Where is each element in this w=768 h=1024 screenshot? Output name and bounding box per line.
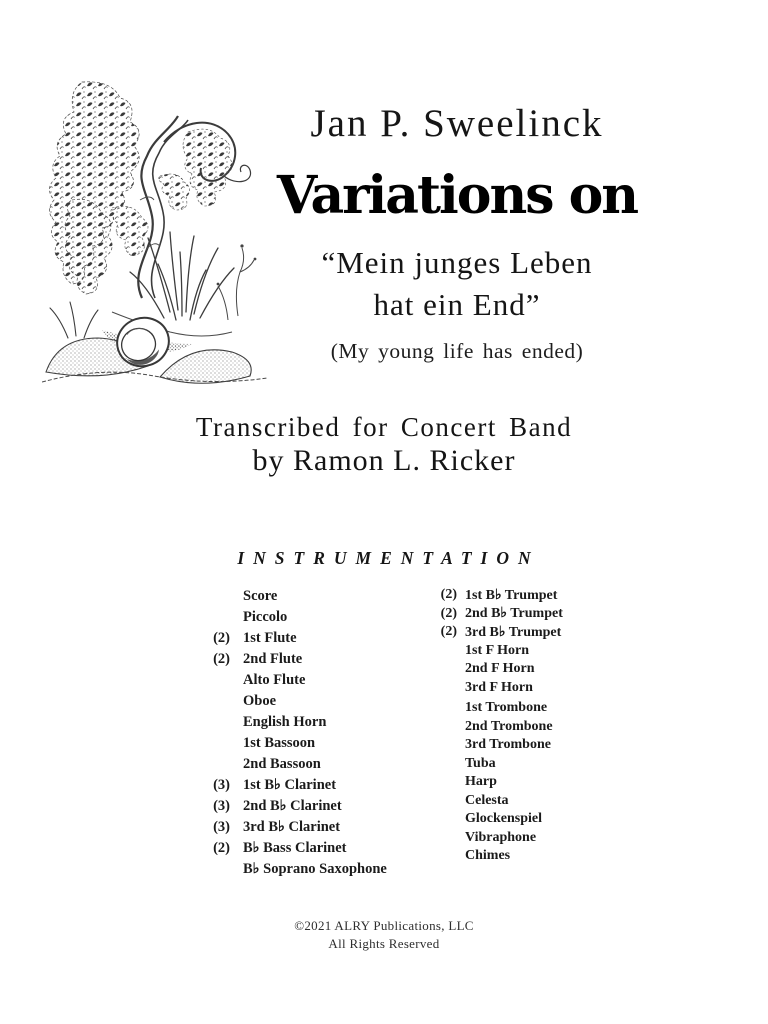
instrument-name: 1st Bassoon <box>243 735 316 751</box>
instrument-count: (2) <box>213 651 230 667</box>
instrument-count: (2) <box>440 587 457 603</box>
instrument-row <box>421 718 563 737</box>
instrumentation-left-column <box>198 586 387 880</box>
instrument-name: 1st Flute <box>243 630 297 646</box>
instrument-name: 2nd F Horn <box>465 661 535 677</box>
instrument-row <box>421 792 563 811</box>
instrument-row <box>421 773 563 792</box>
instrument-name: 3rd Trombone <box>465 737 551 753</box>
instrument-name: 1st Trombone <box>465 700 548 716</box>
instrumentation-heading: INSTRUMENTATION <box>237 548 540 568</box>
instrument-name: 1st B♭ Clarinet <box>243 777 337 793</box>
instrument-count: (3) <box>213 819 230 835</box>
page-title: Variations on <box>276 165 638 226</box>
header <box>150 0 764 400</box>
instrument-name: 3rd F Horn <box>465 679 533 695</box>
instrument-row <box>421 623 563 642</box>
rights-text: All Rights Reserved <box>328 936 440 951</box>
instrument-count: (2) <box>440 605 457 621</box>
instrument-row <box>198 817 387 838</box>
instrument-row <box>421 829 563 848</box>
subtitle-line2: hat ein End” <box>373 287 541 322</box>
instrument-row <box>421 755 563 774</box>
instrument-name: Harp <box>465 774 497 790</box>
subtitle-line1: “Mein junges Leben <box>321 245 593 280</box>
transcription-credit-line1: Transcribed for Concert Band <box>195 412 573 442</box>
instrument-row <box>421 810 563 829</box>
instrument-count: (2) <box>213 840 230 856</box>
instrument-row <box>198 775 387 796</box>
instrument-name: Piccolo <box>243 609 288 625</box>
instrument-row <box>421 660 563 679</box>
instrument-name: B♭ Soprano Saxophone <box>243 861 387 877</box>
instrument-row <box>421 586 563 605</box>
instrument-name: 2nd B♭ Trumpet <box>465 606 563 622</box>
instrument-name: English Horn <box>243 714 327 730</box>
instrument-row <box>421 847 563 866</box>
instrument-count: (3) <box>213 777 230 793</box>
instrument-count: (2) <box>440 624 457 640</box>
instrument-row <box>198 670 387 691</box>
instrument-name: Chimes <box>465 848 511 864</box>
instrument-name: B♭ Bass Clarinet <box>243 840 347 856</box>
instrument-row <box>421 699 563 718</box>
instrument-count: (3) <box>213 798 230 814</box>
instrument-row <box>198 733 387 754</box>
instrument-row <box>198 649 387 670</box>
instrument-name: Oboe <box>243 693 277 709</box>
instrument-row <box>198 712 387 733</box>
instrument-row <box>198 628 387 649</box>
instrument-name: Alto Flute <box>243 672 306 688</box>
instrument-name: 1st B♭ Trumpet <box>465 587 558 603</box>
instrumentation-right-column <box>421 586 563 866</box>
instrument-row <box>198 838 387 859</box>
instrument-row <box>198 754 387 775</box>
transcription-credit-line2: by Ramon L. Ricker <box>252 444 516 477</box>
title-translation: (My young life has ended) <box>330 339 584 363</box>
instrument-name: 1st F Horn <box>465 642 530 658</box>
instrument-name: 3rd B♭ Clarinet <box>243 819 341 835</box>
instrument-name: 2nd Bassoon <box>243 756 321 772</box>
instrument-name: Celesta <box>465 792 509 808</box>
instrument-name: 3rd B♭ Trumpet <box>465 624 562 640</box>
instrument-row <box>198 691 387 712</box>
instrument-name: Score <box>243 588 278 604</box>
instrument-name: Glockenspiel <box>465 811 543 827</box>
copyright-text: ©2021 ALRY Publications, LLC <box>294 918 474 933</box>
instrument-row <box>421 679 563 698</box>
footer <box>0 916 768 953</box>
instrument-name: 2nd Flute <box>243 651 303 667</box>
instrument-row <box>198 586 387 607</box>
instrument-row <box>421 736 563 755</box>
instrument-row <box>198 607 387 628</box>
instrument-row <box>198 859 387 880</box>
instrument-name: 2nd Trombone <box>465 718 553 734</box>
composer-name: Jan P. Sweelinck <box>310 102 604 145</box>
instrument-name: Tuba <box>465 755 496 771</box>
instrument-name: Vibraphone <box>465 829 537 845</box>
instrument-row <box>198 796 387 817</box>
instrument-row <box>421 605 563 624</box>
instrument-row <box>421 642 563 661</box>
instrument-name: 2nd B♭ Clarinet <box>243 798 342 814</box>
instrument-count: (2) <box>213 630 230 646</box>
